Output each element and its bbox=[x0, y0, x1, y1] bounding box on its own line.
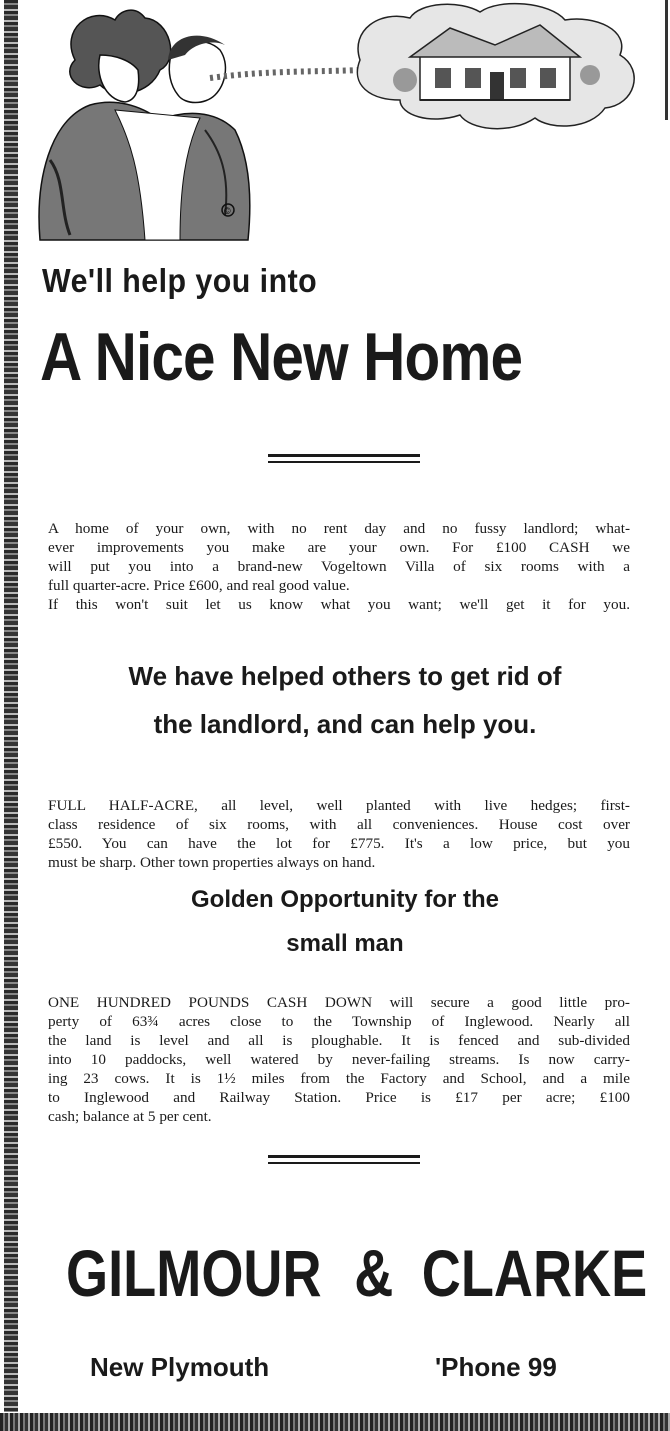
firm-name bbox=[38, 1235, 648, 1311]
paragraph-line: class residence of six rooms, with all conveniences. House cost over bbox=[48, 816, 630, 833]
firm-name-left: GILMOUR bbox=[66, 1236, 322, 1310]
paragraph-line: FULL HALF-ACRE, all level, well planted with live hedges; first- bbox=[48, 797, 630, 814]
subheading-line: the landlord, and can help you. bbox=[153, 709, 537, 739]
paragraph-line: must be sharp. Other town properties always on hand. bbox=[48, 854, 376, 871]
firm-name-right: CLARKE bbox=[422, 1236, 648, 1310]
inglewood-paragraph bbox=[48, 993, 630, 1126]
firm-location: New Plymouth bbox=[90, 1352, 270, 1382]
subheading-line: Golden Opportunity for the bbox=[191, 886, 499, 913]
paragraph-line: to Inglewood and Railway Station. Price is £17 per acre; £100 bbox=[48, 1089, 630, 1106]
divider-rule-bottom bbox=[268, 1155, 420, 1164]
bottom-border-rule bbox=[0, 1413, 670, 1431]
paragraph-line: ing 23 cows. It is 1½ miles from the Factory and School, and a mile bbox=[48, 1070, 630, 1087]
paragraph-line: into 10 paddocks, well watered by never-failing streams. Is now carry- bbox=[48, 1051, 630, 1068]
couple-dreaming-of-house-icon bbox=[20, 0, 670, 245]
divider-rule-top bbox=[268, 454, 420, 463]
intro-paragraph bbox=[48, 519, 630, 614]
intro-line: A home of your own, with no rent day and no fussy landlord; what- bbox=[48, 520, 630, 537]
headline-main: A Nice New Home bbox=[40, 319, 523, 395]
intro-line: full quarter-acre. Price £600, and real good value. bbox=[48, 577, 350, 594]
paragraph-line: £550. You can have the lot for £775. It's a low price, but you bbox=[48, 835, 630, 852]
paragraph-line: ONE HUNDRED POUNDS CASH DOWN will secure a good little pro- bbox=[48, 994, 630, 1011]
copyright-mark: © bbox=[224, 206, 231, 216]
subheading-line: We have helped others to get rid of bbox=[128, 661, 562, 691]
headline-intro: We'll help you into bbox=[42, 262, 318, 299]
paragraph-line: the land is level and all is ploughable. It is fenced and sub-divided bbox=[48, 1032, 630, 1049]
firm-ampersand: & bbox=[353, 1236, 394, 1310]
half-acre-paragraph bbox=[48, 796, 630, 872]
paragraph-line: cash; balance at 5 per cent. bbox=[48, 1108, 212, 1125]
subheading-landlord bbox=[30, 652, 660, 748]
left-border-rule bbox=[4, 0, 18, 1412]
subheading-golden-opportunity bbox=[30, 878, 660, 966]
firm-phone: 'Phone 99 bbox=[435, 1352, 557, 1382]
subheading-line: small man bbox=[286, 930, 404, 957]
paragraph-line: perty of 63¾ acres close to the Township of Inglewood. Nearly all bbox=[48, 1013, 630, 1030]
intro-line: will put you into a brand-new Vogeltown Villa of six rooms with a bbox=[48, 558, 630, 575]
intro-line: If this won't suit let us know what you want; we'll get it for you. bbox=[48, 596, 630, 613]
intro-line: ever improvements you make are your own. For £100 CASH we bbox=[48, 539, 630, 556]
